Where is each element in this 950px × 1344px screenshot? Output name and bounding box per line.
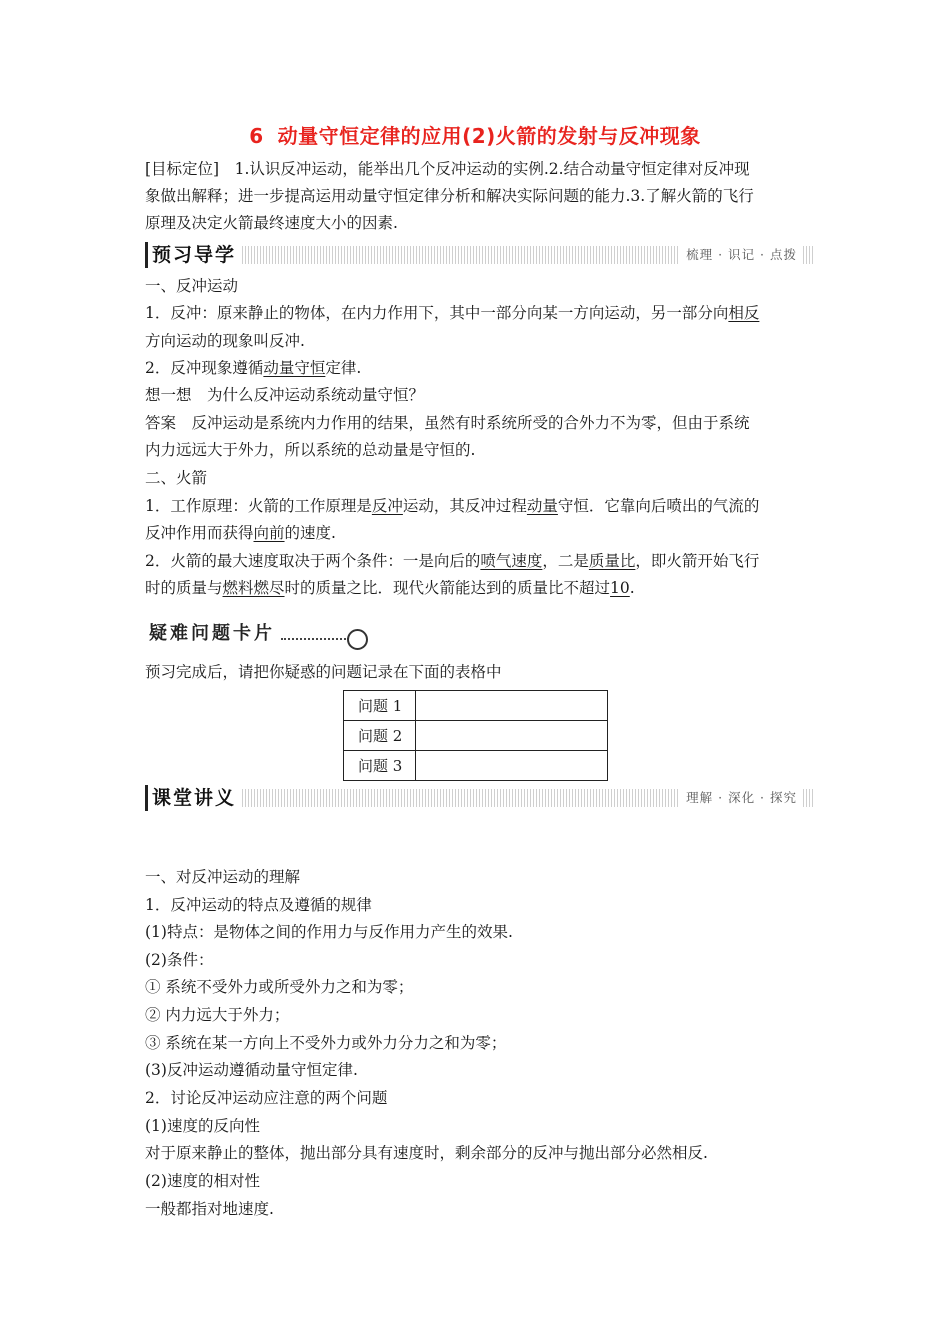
question-table: [343, 690, 608, 781]
page-title: [0, 120, 950, 149]
answer-blank: 质量比: [588, 552, 636, 570]
answer-blank: 10: [610, 579, 630, 597]
table-row: [344, 751, 608, 781]
answer-blank: 喷气速度: [480, 552, 543, 570]
answer-line: 答案 反冲运动是系统内力作用的结果，虽然有时系统所受的合外力不为零，但由于系统: [145, 414, 750, 432]
lecture-line: 1．反冲运动的特点及遵循的规律: [145, 896, 372, 914]
preview-banner: [145, 242, 813, 268]
answer-blank: 动量: [526, 497, 558, 515]
lecture-line: 一、对反冲运动的理解: [145, 868, 301, 886]
title-text: 动量守恒定律的应用(2)火箭的发射与反冲现象: [277, 124, 701, 148]
lecture-line: 对于原来静止的整体，抛出部分具有速度时，剩余部分的反冲与抛出部分必然相反.: [145, 1144, 708, 1162]
lecture-banner-title: 课堂讲义: [145, 785, 242, 811]
answer-blank: 燃料燃尽: [222, 579, 285, 597]
lecture-line: ① 系统不受外力或所受外力之和为零；: [145, 978, 414, 996]
table-row: [344, 721, 608, 751]
answer-blank: 反冲: [371, 497, 403, 515]
question-entry-cell[interactable]: [416, 751, 608, 781]
paragraph-line: 方向运动的现象叫反冲.: [145, 332, 305, 350]
preview-banner-tag: 梳理 · 识记 · 点拨: [680, 246, 803, 264]
question-card-title: 疑难问题卡片: [149, 623, 275, 644]
paragraph-line: 1．工作原理：火箭的工作原理是反冲运动，其反冲过程动量守恒．它靠向后喷出的气流的: [145, 497, 760, 515]
lecture-line: 一般都指对地速度.: [145, 1200, 274, 1218]
lecture-line: ② 内力远大于外力；: [145, 1006, 290, 1024]
lecture-banner: [145, 785, 813, 811]
lecture-line: (1)特点：是物体之间的作用力与反作用力产生的效果.: [145, 923, 513, 941]
lecture-line: (3)反冲运动遵循动量守恒定律.: [145, 1061, 358, 1079]
paragraph-line: 2．火箭的最大速度取决于两个条件：一是向后的喷气速度，二是质量比，即火箭开始飞行: [145, 552, 760, 570]
question-label: 问题 1: [344, 691, 416, 721]
lecture-line: (1)速度的反向性: [145, 1117, 260, 1135]
lecture-line: (2)条件：: [145, 951, 214, 969]
paragraph-line: 2．反冲现象遵循动量守恒定律.: [145, 359, 362, 377]
question-label: 问题 2: [344, 721, 416, 751]
paragraph-line: 时的质量与燃料燃尽时的质量之比．现代火箭能达到的质量比不超过10.: [145, 579, 635, 597]
objectives-line-2: 象做出解释；进一步提高运用动量守恒定律分析和解决实际问题的能力.3.了解火箭的飞行: [145, 187, 754, 205]
section-heading: 一、反冲运动: [145, 277, 239, 295]
question-card-instruction: 预习完成后，请把你疑惑的问题记录在下面的表格中: [145, 663, 502, 681]
question-entry-cell[interactable]: [416, 721, 608, 751]
title-number: 6: [249, 124, 264, 148]
question-entry-cell[interactable]: [416, 691, 608, 721]
answer-blank: 向前: [253, 524, 285, 542]
paragraph-line: 反冲作用而获得向前的速度.: [145, 524, 336, 542]
objectives-line-3: 原理及决定火箭最终速度大小的因素.: [145, 214, 398, 232]
circle-icon: [347, 629, 368, 650]
table-row: [344, 691, 608, 721]
lecture-line: ③ 系统在某一方向上不受外力或外力分力之和为零；: [145, 1034, 507, 1052]
lecture-banner-tag: 理解 · 深化 · 探究: [680, 789, 803, 807]
think-question: 想一想 为什么反冲运动系统动量守恒？: [145, 386, 425, 404]
dotted-leader: [281, 638, 349, 640]
preview-banner-title: 预习导学: [145, 242, 242, 268]
question-label: 问题 3: [344, 751, 416, 781]
question-card-header: [145, 619, 375, 649]
paragraph-line: 1．反冲：原来静止的物体，在内力作用下，其中一部分向某一方向运动，另一部分向相反: [145, 304, 760, 322]
answer-blank: 相反: [728, 304, 760, 322]
section-heading: 二、火箭: [145, 469, 208, 487]
lecture-line: (2)速度的相对性: [145, 1172, 260, 1190]
lecture-line: 2．讨论反冲运动应注意的两个问题: [145, 1089, 388, 1107]
objectives-line-1: [目标定位] 1.认识反冲运动，能举出几个反冲运动的实例.2.结合动量守恒定律对反冲现: [145, 160, 750, 178]
answer-blank: 动量守恒: [263, 359, 326, 377]
answer-line: 内力远远大于外力，所以系统的总动量是守恒的.: [145, 441, 476, 459]
